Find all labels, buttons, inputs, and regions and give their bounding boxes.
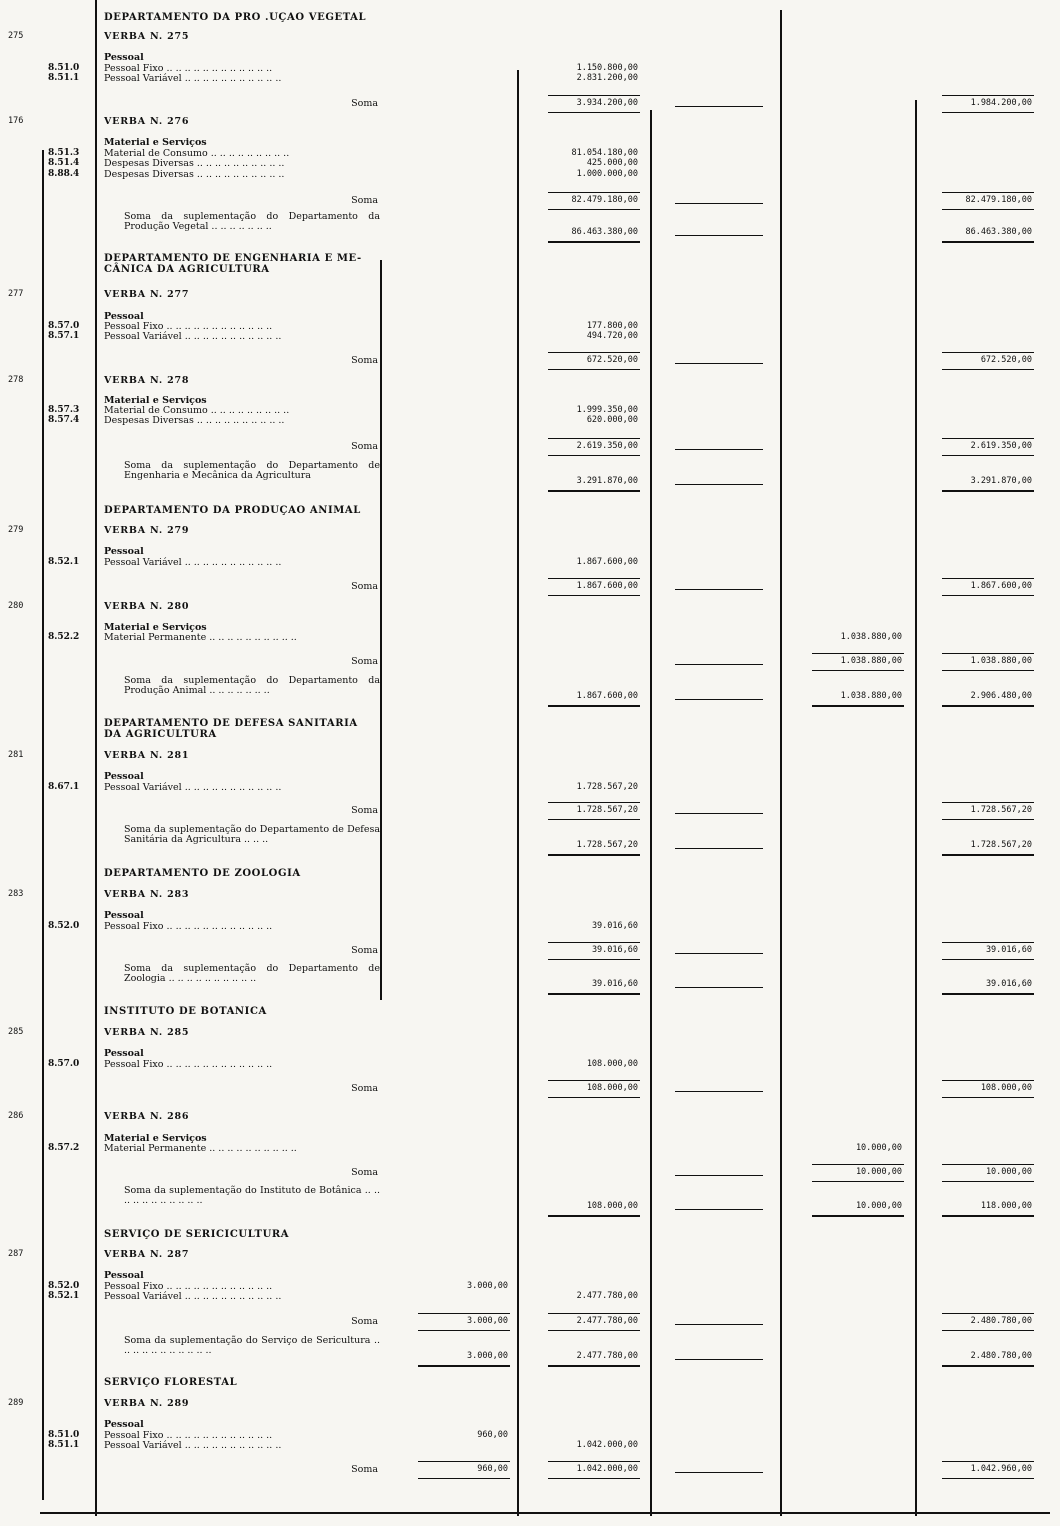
soma-label: Soma	[351, 581, 378, 592]
section-heading: DEPARTAMENTO DA PRO .UÇAO VEGETAL	[104, 12, 367, 23]
item-code: 8.57.0	[48, 321, 80, 331]
section-heading: DEPARTAMENTO DE ENGENHARIA E ME- CÂNICA DA AGRICULTURA	[104, 253, 362, 275]
overline-rule	[942, 578, 1034, 579]
overline-rule	[812, 653, 904, 654]
amount-c4: 1.038.880,00	[840, 656, 902, 666]
verba-number: 281	[8, 750, 24, 760]
amount-c2: 82.479.180,00	[571, 195, 638, 205]
empty-column-rule	[675, 484, 763, 485]
amount-c2: 81.054.180,00	[571, 148, 638, 158]
empty-column-rule	[675, 589, 763, 590]
amount-c2: 494.720,00	[586, 331, 638, 341]
overline-rule	[942, 802, 1034, 803]
item-description: Material Permanente .. .. .. .. .. .. .. .. .. ..	[104, 1143, 297, 1154]
verba-title: VERBA N. 278	[104, 375, 190, 386]
underline-rule	[548, 369, 640, 370]
verba-title: VERBA N. 289	[104, 1398, 190, 1409]
underline-rule	[942, 369, 1034, 370]
group-label: Pessoal	[104, 311, 144, 322]
item-code: 8.52.0	[48, 921, 80, 931]
overline-rule	[548, 1313, 640, 1314]
amount-c4: 10.000,00	[855, 1201, 902, 1211]
empty-column-rule	[675, 953, 763, 954]
amount-c1: 960,00	[477, 1430, 508, 1440]
amount-c2: 2.619.350,00	[576, 441, 638, 451]
item-code: 8.51.4	[48, 158, 80, 168]
suplementacao-label: Soma da suplementação do Departamento de Engenharia e Mecânica da Agricultura	[124, 460, 380, 481]
amount-c2: 39.016,60	[591, 921, 638, 931]
underline-rule	[548, 1215, 640, 1217]
empty-column-rule	[675, 203, 763, 204]
underline-rule	[812, 1181, 904, 1182]
verba-number: 289	[8, 1398, 24, 1408]
underline-rule	[942, 241, 1034, 243]
verba-title: VERBA N. 285	[104, 1027, 190, 1038]
underline-rule	[548, 1478, 640, 1479]
item-code: 8.52.1	[48, 557, 80, 567]
item-code: 8.52.0	[48, 1281, 80, 1291]
underline-rule	[548, 705, 640, 707]
group-label: Pessoal	[104, 546, 144, 557]
overline-rule	[942, 438, 1034, 439]
verba-title: VERBA N. 286	[104, 1111, 190, 1122]
underline-rule	[548, 1097, 640, 1098]
underline-rule	[942, 1330, 1034, 1331]
underline-rule	[548, 959, 640, 960]
overline-rule	[942, 95, 1034, 96]
soma-label: Soma	[351, 195, 378, 206]
amount-c5: 672.520,00	[980, 355, 1032, 365]
item-code: 8.57.4	[48, 415, 80, 425]
amount-c2: 2.831.200,00	[576, 73, 638, 83]
empty-column-rule	[675, 1359, 763, 1360]
column-rule	[95, 0, 97, 1516]
section-heading: INSTITUTO DE BOTANICA	[104, 1006, 267, 1017]
overline-rule	[548, 95, 640, 96]
underline-rule	[418, 1330, 510, 1331]
underline-rule	[418, 1478, 510, 1479]
verba-title: VERBA N. 275	[104, 31, 190, 42]
item-description: Pessoal Variável .. .. .. .. .. .. .. .. .. .. ..	[104, 73, 282, 84]
underline-rule	[548, 241, 640, 243]
item-code: 8.51.0	[48, 63, 80, 73]
amount-c5: 1.984.200,00	[970, 98, 1032, 108]
overline-rule	[942, 653, 1034, 654]
amount-c2: 672.520,00	[586, 355, 638, 365]
item-description: Material de Consumo .. .. .. .. .. .. .. .. ..	[104, 405, 290, 416]
amount-c2: 2.477.780,00	[576, 1291, 638, 1301]
empty-column-rule	[675, 235, 763, 236]
underline-rule	[942, 595, 1034, 596]
item-description: Material Permanente .. .. .. .. .. .. .. .. .. ..	[104, 632, 297, 643]
overline-rule	[942, 1313, 1034, 1314]
group-label: Pessoal	[104, 1270, 144, 1281]
verba-title: VERBA N. 279	[104, 525, 190, 536]
overline-rule	[548, 802, 640, 803]
item-code: 8.57.0	[48, 1059, 80, 1069]
verba-title: VERBA N. 281	[104, 750, 190, 761]
verba-title: VERBA N. 283	[104, 889, 190, 900]
amount-c5: 2.480.780,00	[970, 1351, 1032, 1361]
underline-rule	[942, 705, 1034, 707]
amount-c2: 3.291.870,00	[576, 476, 638, 486]
group-label: Material e Serviços	[104, 622, 207, 633]
item-description: Despesas Diversas .. .. .. .. .. .. .. .. .. ..	[104, 158, 285, 169]
overline-rule	[418, 1313, 510, 1314]
item-code: 8.57.3	[48, 405, 80, 415]
overline-rule	[942, 1461, 1034, 1462]
verba-number: 286	[8, 1111, 24, 1121]
item-code: 8.51.0	[48, 1430, 80, 1440]
item-code: 8.57.1	[48, 331, 80, 341]
amount-c5: 108.000,00	[980, 1083, 1032, 1093]
underline-rule	[812, 705, 904, 707]
item-description: Pessoal Fixo .. .. .. .. .. .. .. .. .. .. .. ..	[104, 1430, 273, 1441]
section-heading: DEPARTAMENTO DE ZOOLOGIA	[104, 868, 301, 879]
underline-rule	[548, 854, 640, 856]
soma-label: Soma	[351, 1167, 378, 1178]
amount-c2: 39.016,60	[591, 979, 638, 989]
amount-c4: 1.038.880,00	[840, 632, 902, 642]
amount-c5: 1.042.960,00	[970, 1464, 1032, 1474]
underline-rule	[812, 670, 904, 671]
verba-number: 280	[8, 601, 24, 611]
column-rule	[42, 150, 44, 1500]
amount-c2: 108.000,00	[586, 1201, 638, 1211]
verba-number: 287	[8, 1249, 24, 1259]
amount-c5: 2.480.780,00	[970, 1316, 1032, 1326]
section-heading: SERVIÇO DE SERICICULTURA	[104, 1229, 290, 1240]
group-label: Material e Serviços	[104, 137, 207, 148]
item-code: 8.88.4	[48, 169, 80, 179]
amount-c2: 1.867.600,00	[576, 691, 638, 701]
item-code: 8.51.1	[48, 73, 80, 83]
amount-c5: 2.906.480,00	[970, 691, 1032, 701]
empty-column-rule	[675, 664, 763, 665]
group-label: Pessoal	[104, 910, 144, 921]
empty-column-rule	[675, 699, 763, 700]
verba-number: 283	[8, 889, 24, 899]
item-description: Pessoal Fixo .. .. .. .. .. .. .. .. .. .. .. ..	[104, 921, 273, 932]
underline-rule	[548, 595, 640, 596]
overline-rule	[548, 1080, 640, 1081]
soma-label: Soma	[351, 656, 378, 667]
column-rule	[915, 100, 917, 1516]
item-code: 8.57.2	[48, 1143, 80, 1153]
amount-c5: 1.728.567,20	[970, 840, 1032, 850]
underline-rule	[418, 1365, 510, 1367]
amount-c2: 1.042.000,00	[576, 1464, 638, 1474]
amount-c2: 1.728.567,20	[576, 840, 638, 850]
amount-c2: 108.000,00	[586, 1059, 638, 1069]
amount-c5: 118.000,00	[980, 1201, 1032, 1211]
item-description: Pessoal Variável .. .. .. .. .. .. .. .. .. .. ..	[104, 557, 282, 568]
verba-number: 277	[8, 289, 24, 299]
empty-column-rule	[675, 987, 763, 988]
amount-c4: 10.000,00	[855, 1167, 902, 1177]
soma-label: Soma	[351, 1316, 378, 1327]
item-description: Material de Consumo .. .. .. .. .. .. .. .. ..	[104, 148, 290, 159]
amount-c2: 39.016,60	[591, 945, 638, 955]
suplementacao-label: Soma da suplementação do Departamento de Zoologia .. .. .. .. .. .. .. .. .. ..	[124, 963, 380, 984]
amount-c1: 3.000,00	[467, 1281, 508, 1291]
item-description: Pessoal Variável .. .. .. .. .. .. .. .. .. .. ..	[104, 1291, 282, 1302]
section-heading: SERVIÇO FLORESTAL	[104, 1377, 238, 1388]
underline-rule	[942, 670, 1034, 671]
verba-number: 176	[8, 116, 24, 126]
underline-rule	[942, 1215, 1034, 1217]
underline-rule	[548, 1365, 640, 1367]
suplementacao-label: Soma da suplementação do Serviço de Sericultura .. .. .. .. .. .. .. .. .. .. ..	[124, 1335, 380, 1356]
amount-c1: 3.000,00	[467, 1351, 508, 1361]
amount-c2: 1.728.567,20	[576, 805, 638, 815]
group-label: Material e Serviços	[104, 1133, 207, 1144]
amount-c2: 1.042.000,00	[576, 1440, 638, 1450]
column-rule	[650, 110, 652, 1516]
empty-column-rule	[675, 106, 763, 107]
amount-c2: 1.728.567,20	[576, 782, 638, 792]
verba-number: 285	[8, 1027, 24, 1037]
column-rule	[380, 260, 382, 1000]
amount-c2: 425.000,00	[586, 158, 638, 168]
amount-c2: 108.000,00	[586, 1083, 638, 1093]
amount-c2: 3.934.200,00	[576, 98, 638, 108]
underline-rule	[548, 1330, 640, 1331]
bottom-rule	[40, 1512, 1050, 1514]
verba-title: VERBA N. 277	[104, 289, 190, 300]
verba-number: 278	[8, 375, 24, 385]
verba-number: 279	[8, 525, 24, 535]
amount-c4: 1.038.880,00	[840, 691, 902, 701]
group-label: Material e Serviços	[104, 395, 207, 406]
soma-label: Soma	[351, 945, 378, 956]
underline-rule	[942, 854, 1034, 856]
amount-c5: 10.000,00	[985, 1167, 1032, 1177]
verba-number: 275	[8, 31, 24, 41]
empty-column-rule	[675, 1209, 763, 1210]
item-code: 8.51.3	[48, 148, 80, 158]
underline-rule	[548, 819, 640, 820]
amount-c5: 82.479.180,00	[965, 195, 1032, 205]
overline-rule	[548, 942, 640, 943]
amount-c1: 960,00	[477, 1464, 508, 1474]
suplementacao-label: Soma da suplementação do Instituto de Botânica .. .. .. .. .. .. .. .. .. .. ..	[124, 1185, 380, 1206]
verba-title: VERBA N. 276	[104, 116, 190, 127]
overline-rule	[942, 1164, 1034, 1165]
underline-rule	[548, 993, 640, 995]
overline-rule	[548, 352, 640, 353]
section-heading: DEPARTAMENTO DE DEFESA SANITARIA DA AGRICULTURA	[104, 718, 358, 740]
amount-c5: 2.619.350,00	[970, 441, 1032, 451]
overline-rule	[418, 1461, 510, 1462]
overline-rule	[812, 1164, 904, 1165]
amount-c2: 1.867.600,00	[576, 581, 638, 591]
amount-c2: 1.000.000,00	[576, 169, 638, 179]
suplementacao-label: Soma da suplementação do Departamento de Defesa Sanitária da Agricultura .. .. ..	[124, 824, 380, 845]
empty-column-rule	[675, 1472, 763, 1473]
amount-c5: 39.016,60	[985, 979, 1032, 989]
amount-c2: 1.999.350,00	[576, 405, 638, 415]
soma-label: Soma	[351, 98, 378, 109]
empty-column-rule	[675, 848, 763, 849]
item-code: 8.52.2	[48, 632, 80, 642]
amount-c5: 1.867.600,00	[970, 581, 1032, 591]
amount-c2: 177.800,00	[586, 321, 638, 331]
item-description: Pessoal Fixo .. .. .. .. .. .. .. .. .. .. .. ..	[104, 1059, 273, 1070]
overline-rule	[548, 578, 640, 579]
group-label: Pessoal	[104, 1048, 144, 1059]
overline-rule	[942, 192, 1034, 193]
amount-c5: 39.016,60	[985, 945, 1032, 955]
section-heading: DEPARTAMENTO DA PRODUÇAO ANIMAL	[104, 505, 361, 516]
amount-c4: 10.000,00	[855, 1143, 902, 1153]
underline-rule	[942, 1097, 1034, 1098]
empty-column-rule	[675, 449, 763, 450]
empty-column-rule	[675, 363, 763, 364]
item-description: Pessoal Fixo .. .. .. .. .. .. .. .. .. .. .. ..	[104, 321, 273, 332]
empty-column-rule	[675, 1175, 763, 1176]
verba-title: VERBA N. 280	[104, 601, 190, 612]
item-description: Pessoal Variável .. .. .. .. .. .. .. .. .. .. ..	[104, 782, 282, 793]
overline-rule	[548, 1461, 640, 1462]
item-code: 8.52.1	[48, 1291, 80, 1301]
amount-c2: 1.867.600,00	[576, 557, 638, 567]
underline-rule	[942, 112, 1034, 113]
item-code: 8.51.1	[48, 1440, 80, 1450]
item-description: Pessoal Fixo .. .. .. .. .. .. .. .. .. .. .. ..	[104, 63, 273, 74]
amount-c5: 86.463.380,00	[965, 227, 1032, 237]
column-rule	[517, 70, 519, 1516]
overline-rule	[942, 942, 1034, 943]
underline-rule	[548, 455, 640, 456]
item-description: Despesas Diversas .. .. .. .. .. .. .. .. .. ..	[104, 415, 285, 426]
amount-c5: 3.291.870,00	[970, 476, 1032, 486]
underline-rule	[812, 1215, 904, 1217]
empty-column-rule	[675, 813, 763, 814]
underline-rule	[942, 1181, 1034, 1182]
item-description: Pessoal Fixo .. .. .. .. .. .. .. .. .. .. .. ..	[104, 1281, 273, 1292]
underline-rule	[548, 490, 640, 492]
underline-rule	[942, 1478, 1034, 1479]
group-label: Pessoal	[104, 771, 144, 782]
underline-rule	[548, 112, 640, 113]
underline-rule	[942, 455, 1034, 456]
suplementacao-label: Soma da suplementação do Departamento da Produção Vegetal .. .. .. .. .. .. ..	[124, 211, 380, 232]
amount-c2: 620.000,00	[586, 415, 638, 425]
soma-label: Soma	[351, 1083, 378, 1094]
soma-label: Soma	[351, 1464, 378, 1475]
overline-rule	[942, 352, 1034, 353]
underline-rule	[942, 490, 1034, 492]
item-description: Pessoal Variável .. .. .. .. .. .. .. .. .. .. ..	[104, 1440, 282, 1451]
soma-label: Soma	[351, 355, 378, 366]
amount-c1: 3.000,00	[467, 1316, 508, 1326]
amount-c2: 2.477.780,00	[576, 1316, 638, 1326]
item-description: Despesas Diversas .. .. .. .. .. .. .. .. .. ..	[104, 169, 285, 180]
item-code: 8.67.1	[48, 782, 80, 792]
item-description: Pessoal Variável .. .. .. .. .. .. .. .. .. .. ..	[104, 331, 282, 342]
amount-c2: 2.477.780,00	[576, 1351, 638, 1361]
underline-rule	[942, 1365, 1034, 1367]
amount-c2: 1.150.800,00	[576, 63, 638, 73]
underline-rule	[942, 959, 1034, 960]
column-rule	[780, 10, 782, 1516]
underline-rule	[548, 209, 640, 210]
underline-rule	[942, 819, 1034, 820]
soma-label: Soma	[351, 805, 378, 816]
overline-rule	[942, 1080, 1034, 1081]
empty-column-rule	[675, 1324, 763, 1325]
suplementacao-label: Soma da suplementação do Departamento da Produção Animal .. .. .. .. .. .. ..	[124, 675, 380, 696]
underline-rule	[942, 209, 1034, 210]
soma-label: Soma	[351, 441, 378, 452]
group-label: Pessoal	[104, 1419, 144, 1430]
overline-rule	[548, 438, 640, 439]
group-label: Pessoal	[104, 52, 144, 63]
amount-c5: 1.038.880,00	[970, 656, 1032, 666]
empty-column-rule	[675, 1091, 763, 1092]
verba-title: VERBA N. 287	[104, 1249, 190, 1260]
amount-c2: 86.463.380,00	[571, 227, 638, 237]
overline-rule	[548, 192, 640, 193]
underline-rule	[942, 993, 1034, 995]
amount-c5: 1.728.567,20	[970, 805, 1032, 815]
